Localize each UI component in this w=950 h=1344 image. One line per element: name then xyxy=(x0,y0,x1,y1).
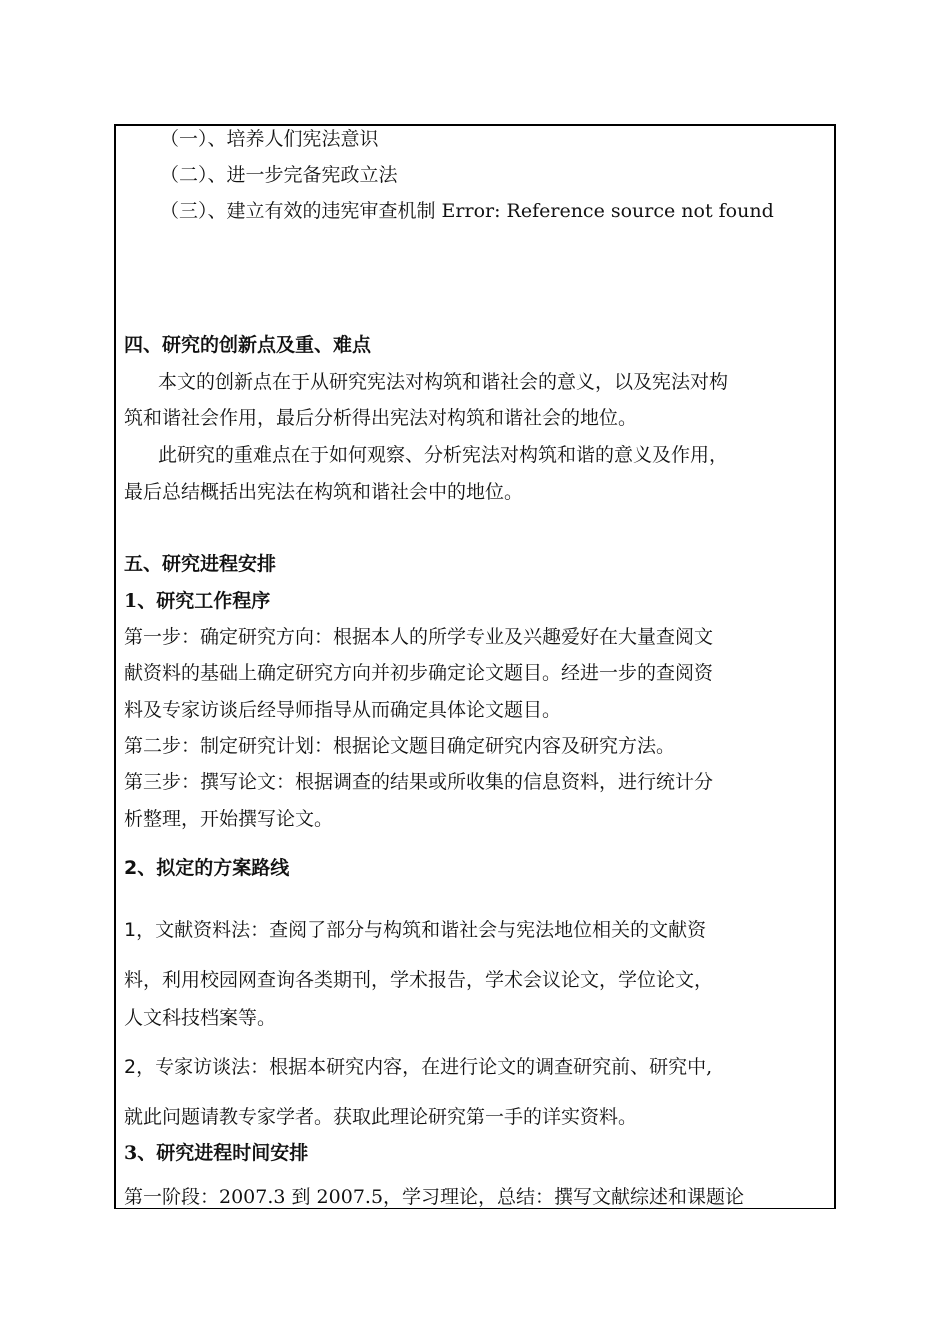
step3-line2: 析整理，开始撰写论文。 xyxy=(124,808,334,830)
subsection-2-number: 2 xyxy=(124,857,138,879)
section-4-para2-line2: 最后总结概括出宪法在构筑和谐社会中的地位。 xyxy=(124,481,524,503)
step1-line2: 献资料的基础上确定研究方向并初步确定论文题目。经进一步的查阅资 xyxy=(124,662,714,684)
subsection-2-title xyxy=(124,856,289,880)
method-2-line1 xyxy=(124,1055,712,1079)
step1-line3: 料及专家访谈后经导师指导从而确定具体论文题目。 xyxy=(124,699,562,721)
outline-item-2: （二）、进一步完备宪政立法 xyxy=(160,164,398,186)
section-4-para1-line1: 本文的创新点在于从研究宪法对构筑和谐社会的意义，以及宪法对构 xyxy=(158,371,729,393)
outline-item-3: （三）、建立有效的违宪审查机制 Error: Reference source not found xyxy=(160,200,774,222)
method-1-line3: 人文科技档案等。 xyxy=(124,1007,277,1029)
section-4-para2-line1: 此研究的重难点在于如何观察、分析宪法对构筑和谐的意义及作用， xyxy=(158,444,729,466)
subsection-1-title: 1、研究工作程序 xyxy=(124,590,271,612)
method-1-line2: 料，利用校园网查询各类期刊，学术报告，学术会议论文，学位论文， xyxy=(124,969,714,991)
section-5-heading: 五、研究进程安排 xyxy=(124,553,277,575)
step3-line1: 第三步：撰写论文：根据调查的结果或所收集的信息资料，进行统计分 xyxy=(124,771,714,793)
section-4-heading: 四、研究的创新点及重、难点 xyxy=(124,334,372,356)
method-1-text: ，文献资料法：查阅了部分与构筑和谐社会与宪法地位相关的文献资 xyxy=(136,919,707,941)
section-4-para1-line2: 筑和谐社会作用，最后分析得出宪法对构筑和谐社会的地位。 xyxy=(124,407,638,429)
subsection-2-text: 、拟定的方案路线 xyxy=(137,857,290,879)
method-2-line2: 就此问题请教专家学者。获取此理论研究第一手的详实资料。 xyxy=(124,1106,638,1128)
step2-line1: 第二步：制定研究计划：根据论文题目确定研究内容及研究方法。 xyxy=(124,735,676,757)
method-1-line1 xyxy=(124,918,706,942)
method-1-number: 1 xyxy=(124,919,137,941)
subsection-3-title: 3、研究进程时间安排 xyxy=(124,1142,309,1164)
outline-item-1: （一）、培养人们宪法意识 xyxy=(160,128,379,150)
method-2-number: 2 xyxy=(124,1056,137,1078)
method-2-text: ，专家访谈法：根据本研究内容，在进行论文的调查研究前、研究中, xyxy=(136,1056,713,1078)
phase-1-line1: 第一阶段：2007.3 到 2007.5，学习理论，总结：撰写文献综述和课题论 xyxy=(124,1186,745,1208)
step1-line1: 第一步：确定研究方向：根据本人的所学专业及兴趣爱好在大量查阅文 xyxy=(124,626,714,648)
